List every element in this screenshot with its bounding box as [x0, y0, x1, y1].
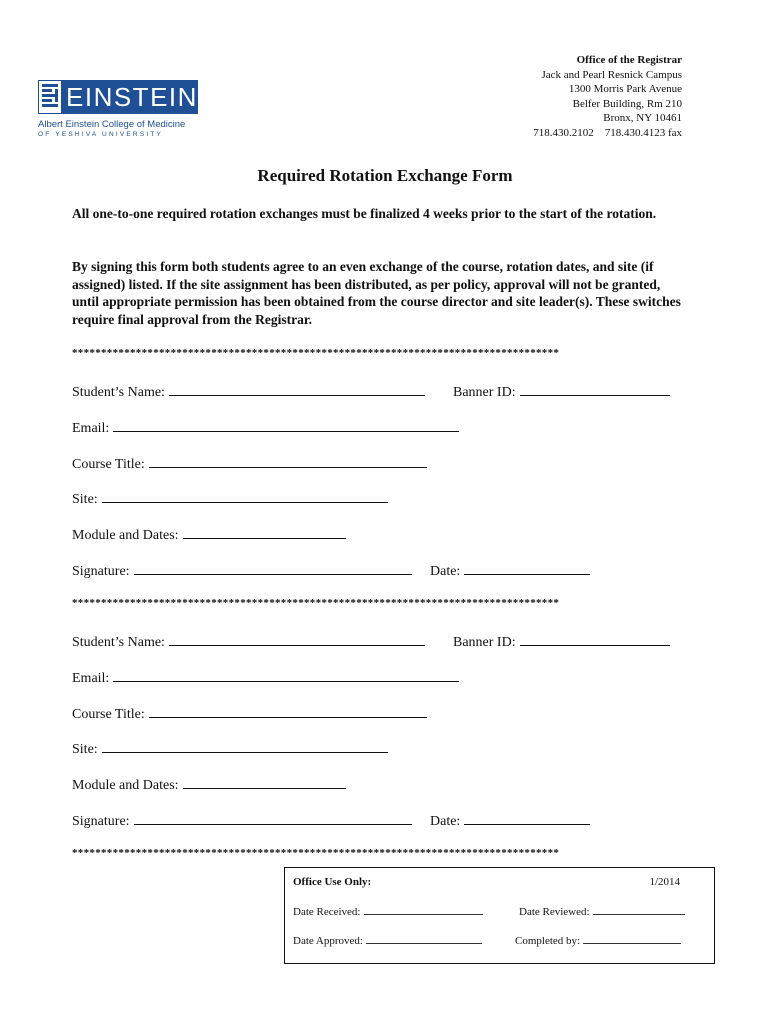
registrar-city: Bronx, NY 10461 [603, 112, 682, 124]
date-received-field[interactable] [293, 905, 483, 918]
student2-name-field[interactable] [72, 632, 425, 652]
policy-paragraph-1: All one-to-one required rotation exchanges must be finalized 4 weeks prior to the start of the rotation. [72, 206, 657, 221]
date-received-line[interactable] [364, 905, 483, 915]
email-label: Email: [72, 421, 110, 436]
logo-university-name: OF YESHIVA UNIVERSITY [38, 131, 164, 138]
course-title-label: Course Title: [72, 457, 145, 472]
completed-by-label: Completed by: [515, 935, 581, 947]
date-reviewed-label: Date Reviewed: [519, 906, 590, 918]
separator-1: ************************************************************************************ [72, 347, 560, 359]
course-title-label: Course Title: [72, 707, 145, 722]
student1-date-field[interactable] [430, 561, 590, 581]
date-label: Date: [430, 564, 461, 579]
student1-module-dates-line[interactable] [183, 525, 346, 539]
signature-label: Signature: [72, 564, 130, 579]
date-approved-label: Date Approved: [293, 935, 363, 947]
date-approved-line[interactable] [366, 934, 482, 944]
student1-banner-id-line[interactable] [520, 382, 670, 396]
student1-date-line[interactable] [464, 561, 590, 575]
student2-signature-line[interactable] [134, 811, 412, 825]
date-approved-field[interactable] [293, 934, 482, 947]
completed-by-field[interactable] [515, 934, 681, 947]
email-label: Email: [72, 671, 110, 686]
signature-label: Signature: [72, 814, 130, 829]
student1-signature-line[interactable] [134, 561, 412, 575]
separator-2: ************************************************************************************ [72, 597, 560, 609]
banner-id-label: Banner ID: [453, 385, 516, 400]
student2-course-title-field[interactable] [72, 704, 427, 724]
date-label: Date: [430, 814, 461, 829]
student1-site-field[interactable] [72, 489, 388, 509]
student2-date-line[interactable] [464, 811, 590, 825]
office-use-box [284, 867, 715, 964]
separator-3: ************************************************************************************ [72, 847, 560, 859]
module-dates-label: Module and Dates: [72, 528, 179, 543]
student2-signature-field[interactable] [72, 811, 412, 831]
einstein-logo [38, 80, 203, 138]
completed-by-line[interactable] [583, 934, 681, 944]
student1-module-dates-field[interactable] [72, 525, 346, 545]
site-label: Site: [72, 492, 98, 507]
registrar-street: 1300 Morris Park Avenue [568, 83, 682, 95]
student1-name-field[interactable] [72, 382, 425, 402]
student2-site-line[interactable] [102, 739, 388, 753]
date-reviewed-line[interactable] [593, 905, 685, 915]
form-title: Required Rotation Exchange Form [257, 166, 513, 185]
student2-site-field[interactable] [72, 739, 388, 759]
student1-name-line[interactable] [169, 382, 425, 396]
module-dates-label: Module and Dates: [72, 778, 179, 793]
student1-course-title-field[interactable] [72, 454, 427, 474]
student1-signature-field[interactable] [72, 561, 412, 581]
student-name-label: Student’s Name: [72, 385, 165, 400]
student-name-label: Student’s Name: [72, 635, 165, 650]
student2-course-title-line[interactable] [149, 704, 427, 718]
student1-email-field[interactable] [72, 418, 459, 438]
policy-paragraph-2: By signing this form both students agree to an even exchange of the course, rotation dates, and site (if assigned) listed. If the site assignment has been distributed, as per policy, approval will not be granted, until appropriate permission has been obtained from the course director and site leader(s). These switches require final approval from the Registrar. [72, 259, 681, 327]
logo-emblem-icon [38, 80, 62, 114]
office-use-heading: Office Use Only: [293, 876, 372, 888]
student2-name-line[interactable] [169, 632, 425, 646]
date-received-label: Date Received: [293, 906, 361, 918]
student2-email-line[interactable] [113, 668, 459, 682]
student2-date-field[interactable] [430, 811, 590, 831]
student2-banner-id-line[interactable] [520, 632, 670, 646]
registrar-address-block [533, 53, 682, 140]
student2-email-field[interactable] [72, 668, 459, 688]
logo-college-name: Albert Einstein College of Medicine [38, 119, 186, 130]
student2-module-dates-line[interactable] [183, 775, 346, 789]
registrar-building: Belfer Building, Rm 210 [572, 97, 682, 110]
form-version: 1/2014 [649, 876, 680, 888]
student1-email-line[interactable] [113, 418, 459, 432]
student1-site-line[interactable] [102, 489, 388, 503]
student2-module-dates-field[interactable] [72, 775, 346, 795]
banner-id-label: Banner ID: [453, 635, 516, 650]
registrar-title: Office of the Registrar [576, 54, 682, 66]
student1-banner-id-field[interactable] [453, 382, 670, 402]
logo-wordmark-box [38, 80, 198, 114]
registrar-campus: Jack and Pearl Resnick Campus [541, 68, 682, 81]
site-label: Site: [72, 742, 98, 757]
student2-banner-id-field[interactable] [453, 632, 670, 652]
logo-wordmark: EINSTEIN [66, 82, 198, 112]
registrar-phones: 718.430.2102 718.430.4123 fax [533, 126, 682, 139]
student1-course-title-line[interactable] [149, 454, 427, 468]
date-reviewed-field[interactable] [519, 905, 685, 918]
